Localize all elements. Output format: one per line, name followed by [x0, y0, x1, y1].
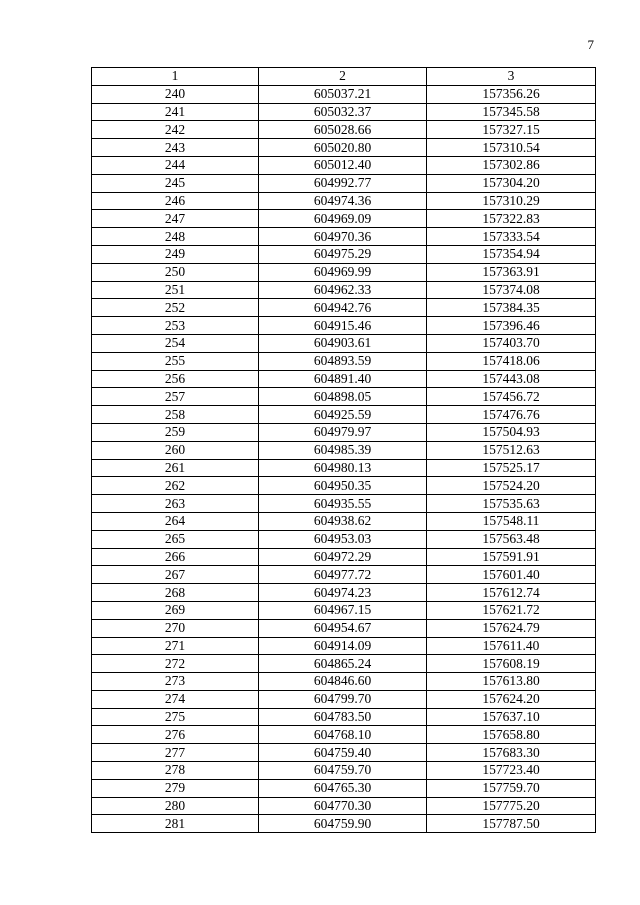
x-coordinate-cell: 605037.21 [259, 85, 427, 103]
coordinates-table [91, 67, 596, 833]
table-row [92, 815, 596, 833]
x-coordinate-cell: 604974.23 [259, 584, 427, 602]
x-coordinate-cell: 604985.39 [259, 441, 427, 459]
y-coordinate-cell: 157621.72 [427, 601, 596, 619]
y-coordinate-cell: 157374.08 [427, 281, 596, 299]
x-coordinate-cell: 604969.99 [259, 263, 427, 281]
y-coordinate-cell: 157775.20 [427, 797, 596, 815]
page-number: 7 [587, 37, 594, 52]
y-coordinate-cell: 157525.17 [427, 459, 596, 477]
x-coordinate-cell: 604962.33 [259, 281, 427, 299]
point-number-cell: 242 [92, 121, 259, 139]
table-row [92, 673, 596, 691]
table-row [92, 388, 596, 406]
table-row [92, 584, 596, 602]
point-number-cell: 249 [92, 245, 259, 263]
y-coordinate-cell: 157637.10 [427, 708, 596, 726]
x-coordinate-cell: 604768.10 [259, 726, 427, 744]
point-number-cell: 267 [92, 566, 259, 584]
y-coordinate-cell: 157345.58 [427, 103, 596, 121]
x-coordinate-cell: 605028.66 [259, 121, 427, 139]
table-row [92, 477, 596, 495]
x-coordinate-cell: 604759.90 [259, 815, 427, 833]
point-number-cell: 280 [92, 797, 259, 815]
table-row [92, 317, 596, 335]
table-row [92, 370, 596, 388]
x-coordinate-cell: 604992.77 [259, 174, 427, 192]
point-number-cell: 256 [92, 370, 259, 388]
column-header-1: 1 [92, 68, 259, 86]
table-row [92, 281, 596, 299]
x-coordinate-cell: 605012.40 [259, 156, 427, 174]
y-coordinate-cell: 157302.86 [427, 156, 596, 174]
y-coordinate-cell: 157476.76 [427, 406, 596, 424]
table-body [92, 85, 596, 832]
point-number-cell: 252 [92, 299, 259, 317]
x-coordinate-cell: 604977.72 [259, 566, 427, 584]
y-coordinate-cell: 157787.50 [427, 815, 596, 833]
x-coordinate-cell: 604975.29 [259, 245, 427, 263]
x-coordinate-cell: 604865.24 [259, 655, 427, 673]
x-coordinate-cell: 604980.13 [259, 459, 427, 477]
table-row [92, 708, 596, 726]
x-coordinate-cell: 604953.03 [259, 530, 427, 548]
point-number-cell: 272 [92, 655, 259, 673]
point-number-cell: 278 [92, 762, 259, 780]
table-row [92, 566, 596, 584]
y-coordinate-cell: 157363.91 [427, 263, 596, 281]
x-coordinate-cell: 605032.37 [259, 103, 427, 121]
table-row [92, 441, 596, 459]
x-coordinate-cell: 604967.15 [259, 601, 427, 619]
table-row [92, 121, 596, 139]
x-coordinate-cell: 604759.70 [259, 762, 427, 780]
y-coordinate-cell: 157611.40 [427, 637, 596, 655]
table-row [92, 334, 596, 352]
point-number-cell: 275 [92, 708, 259, 726]
table-row [92, 352, 596, 370]
table-row [92, 459, 596, 477]
x-coordinate-cell: 604942.76 [259, 299, 427, 317]
point-number-cell: 273 [92, 673, 259, 691]
x-coordinate-cell: 604979.97 [259, 423, 427, 441]
table-row [92, 726, 596, 744]
y-coordinate-cell: 157456.72 [427, 388, 596, 406]
y-coordinate-cell: 157403.70 [427, 334, 596, 352]
header-row [92, 68, 596, 86]
table-row [92, 744, 596, 762]
y-coordinate-cell: 157310.29 [427, 192, 596, 210]
table-row [92, 601, 596, 619]
point-number-cell: 261 [92, 459, 259, 477]
table-row [92, 530, 596, 548]
table-row [92, 779, 596, 797]
point-number-cell: 268 [92, 584, 259, 602]
table-row [92, 210, 596, 228]
point-number-cell: 241 [92, 103, 259, 121]
table-row [92, 139, 596, 157]
table-row [92, 797, 596, 815]
x-coordinate-cell: 604765.30 [259, 779, 427, 797]
y-coordinate-cell: 157563.48 [427, 530, 596, 548]
table-row [92, 762, 596, 780]
table-row [92, 548, 596, 566]
x-coordinate-cell: 604893.59 [259, 352, 427, 370]
y-coordinate-cell: 157535.63 [427, 495, 596, 513]
table-row [92, 423, 596, 441]
x-coordinate-cell: 604915.46 [259, 317, 427, 335]
table-row [92, 85, 596, 103]
point-number-cell: 265 [92, 530, 259, 548]
y-coordinate-cell: 157354.94 [427, 245, 596, 263]
x-coordinate-cell: 604914.09 [259, 637, 427, 655]
point-number-cell: 243 [92, 139, 259, 157]
y-coordinate-cell: 157624.79 [427, 619, 596, 637]
y-coordinate-cell: 157601.40 [427, 566, 596, 584]
x-coordinate-cell: 604898.05 [259, 388, 427, 406]
table-row [92, 495, 596, 513]
point-number-cell: 255 [92, 352, 259, 370]
y-coordinate-cell: 157613.80 [427, 673, 596, 691]
x-coordinate-cell: 604770.30 [259, 797, 427, 815]
x-coordinate-cell: 604954.67 [259, 619, 427, 637]
table-row [92, 156, 596, 174]
y-coordinate-cell: 157624.20 [427, 690, 596, 708]
y-coordinate-cell: 157443.08 [427, 370, 596, 388]
y-coordinate-cell: 157396.46 [427, 317, 596, 335]
point-number-cell: 246 [92, 192, 259, 210]
table-row [92, 245, 596, 263]
y-coordinate-cell: 157591.91 [427, 548, 596, 566]
table-row [92, 690, 596, 708]
point-number-cell: 253 [92, 317, 259, 335]
column-header-3: 3 [427, 68, 596, 86]
x-coordinate-cell: 604974.36 [259, 192, 427, 210]
table-row [92, 512, 596, 530]
point-number-cell: 262 [92, 477, 259, 495]
x-coordinate-cell: 604891.40 [259, 370, 427, 388]
y-coordinate-cell: 157356.26 [427, 85, 596, 103]
table-row [92, 103, 596, 121]
x-coordinate-cell: 604938.62 [259, 512, 427, 530]
x-coordinate-cell: 604759.40 [259, 744, 427, 762]
table-row [92, 228, 596, 246]
point-number-cell: 260 [92, 441, 259, 459]
table-row [92, 192, 596, 210]
y-coordinate-cell: 157723.40 [427, 762, 596, 780]
point-number-cell: 254 [92, 334, 259, 352]
x-coordinate-cell: 604799.70 [259, 690, 427, 708]
y-coordinate-cell: 157658.80 [427, 726, 596, 744]
point-number-cell: 257 [92, 388, 259, 406]
point-number-cell: 266 [92, 548, 259, 566]
y-coordinate-cell: 157304.20 [427, 174, 596, 192]
y-coordinate-cell: 157322.83 [427, 210, 596, 228]
column-header-2: 2 [259, 68, 427, 86]
y-coordinate-cell: 157612.74 [427, 584, 596, 602]
y-coordinate-cell: 157327.15 [427, 121, 596, 139]
y-coordinate-cell: 157512.63 [427, 441, 596, 459]
point-number-cell: 250 [92, 263, 259, 281]
x-coordinate-cell: 604846.60 [259, 673, 427, 691]
y-coordinate-cell: 157384.35 [427, 299, 596, 317]
x-coordinate-cell: 604972.29 [259, 548, 427, 566]
point-number-cell: 277 [92, 744, 259, 762]
point-number-cell: 270 [92, 619, 259, 637]
point-number-cell: 269 [92, 601, 259, 619]
x-coordinate-cell: 604935.55 [259, 495, 427, 513]
x-coordinate-cell: 604925.59 [259, 406, 427, 424]
point-number-cell: 258 [92, 406, 259, 424]
point-number-cell: 240 [92, 85, 259, 103]
y-coordinate-cell: 157504.93 [427, 423, 596, 441]
point-number-cell: 274 [92, 690, 259, 708]
x-coordinate-cell: 604903.61 [259, 334, 427, 352]
y-coordinate-cell: 157333.54 [427, 228, 596, 246]
point-number-cell: 247 [92, 210, 259, 228]
point-number-cell: 245 [92, 174, 259, 192]
table-row [92, 655, 596, 673]
point-number-cell: 251 [92, 281, 259, 299]
y-coordinate-cell: 157683.30 [427, 744, 596, 762]
point-number-cell: 259 [92, 423, 259, 441]
point-number-cell: 276 [92, 726, 259, 744]
table-row [92, 174, 596, 192]
point-number-cell: 281 [92, 815, 259, 833]
table-header [92, 68, 596, 86]
y-coordinate-cell: 157418.06 [427, 352, 596, 370]
x-coordinate-cell: 604783.50 [259, 708, 427, 726]
point-number-cell: 248 [92, 228, 259, 246]
y-coordinate-cell: 157524.20 [427, 477, 596, 495]
y-coordinate-cell: 157759.70 [427, 779, 596, 797]
x-coordinate-cell: 605020.80 [259, 139, 427, 157]
point-number-cell: 264 [92, 512, 259, 530]
x-coordinate-cell: 604950.35 [259, 477, 427, 495]
point-number-cell: 263 [92, 495, 259, 513]
table-row [92, 263, 596, 281]
table-row [92, 406, 596, 424]
x-coordinate-cell: 604969.09 [259, 210, 427, 228]
point-number-cell: 271 [92, 637, 259, 655]
table-row [92, 637, 596, 655]
y-coordinate-cell: 157548.11 [427, 512, 596, 530]
point-number-cell: 244 [92, 156, 259, 174]
point-number-cell: 279 [92, 779, 259, 797]
y-coordinate-cell: 157608.19 [427, 655, 596, 673]
y-coordinate-cell: 157310.54 [427, 139, 596, 157]
table-row [92, 619, 596, 637]
table-row [92, 299, 596, 317]
x-coordinate-cell: 604970.36 [259, 228, 427, 246]
